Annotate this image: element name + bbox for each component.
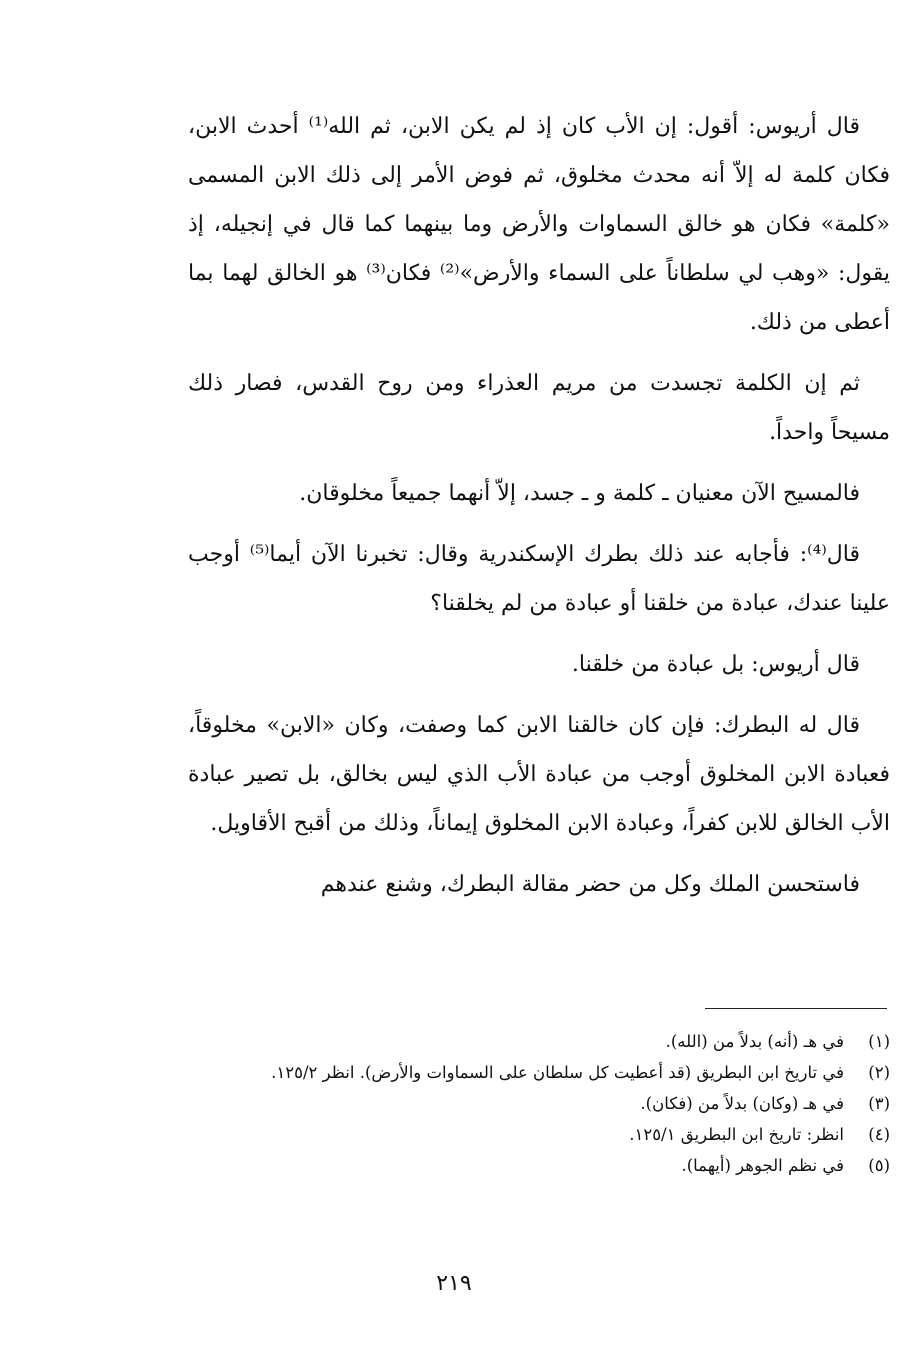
- footnote-1: [200, 1026, 890, 1057]
- footnotes: [200, 1026, 890, 1181]
- page-number: ٢١٩: [436, 1271, 472, 1296]
- footnote-text: في نظم الجوهر (أيهما).: [681, 1156, 844, 1175]
- footnote-number: (٤): [868, 1125, 890, 1144]
- paragraph-1: قال أريوس: أقول: إن الأب كان إذ لم يكن الابن، ثم الله⁽¹⁾ أحدث الابن، فكان كلمة له إلاّ أنه محدث مخلوق، ثم فوض الأمر إلى ذلك الابن المسمى «كلمة» فكان هو خالق السماوات والأرض وما بينهما كما قال في إنجيله، إذ يقول: «وهب لي سلطاناً على السماء والأرض»⁽²⁾ فكان⁽³⁾ هو الخالق لهما بما أعطى من ذلك.: [188, 114, 890, 335]
- paragraph-2: ثم إن الكلمة تجسدت من مريم العذراء ومن روح القدس، فصار ذلك مسيحاً واحداً.: [188, 371, 890, 445]
- footnote-number: (٥): [868, 1156, 890, 1175]
- footnote-divider: [705, 1008, 887, 1009]
- footnote-text: في تاريخ ابن البطريق (قد أعطيت كل سلطان على السماوات والأرض). انظر ١٢٥/٢.: [271, 1063, 844, 1082]
- paragraph-6: قال له البطرك: فإن كان خالقنا الابن كما وصفت، وكان «الابن» مخلوقاً، فعبادة الابن المخلوق أوجب من عبادة الأب الذي ليس بخالق، بل تصير عبادة الأب الخالق للابن كفراً، وعبادة الابن المخلوق إيماناً، وذلك من أقبح الأقاويل.: [188, 713, 890, 836]
- paragraph-5: قال أريوس: بل عبادة من خلقنا.: [571, 652, 860, 677]
- footnote-5: [200, 1150, 890, 1181]
- paragraph-3: فالمسيح الآن معنيان ـ كلمة و ـ جسد، إلاّ أنهما جميعاً مخلوقان.: [299, 481, 860, 506]
- footnote-number: (٣): [868, 1094, 890, 1113]
- footnote-text: في هـ (أنه) بدلاً من (الله).: [665, 1032, 844, 1051]
- footnote-text: انظر: تاريخ ابن البطريق ١٢٥/١.: [629, 1125, 844, 1144]
- footnote-4: [200, 1119, 890, 1150]
- main-text: [188, 102, 890, 909]
- footnote-text: في هـ (وكان) بدلاً من (فكان).: [640, 1094, 844, 1113]
- footnote-2: [200, 1057, 890, 1088]
- paragraph-4: قال⁽⁴⁾: فأجابه عند ذلك بطرك الإسكندرية وقال: تخبرنا الآن أيما⁽⁵⁾ أوجب علينا عندك، عبادة من خلقنا أو عبادة من لم يخلقنا؟: [188, 542, 890, 616]
- paragraph-7: فاستحسن الملك وكل من حضر مقالة البطرك، وشنع عندهم: [320, 872, 860, 897]
- footnote-number: (٢): [868, 1063, 890, 1082]
- footnote-number: (١): [868, 1032, 890, 1051]
- footnote-3: [200, 1088, 890, 1119]
